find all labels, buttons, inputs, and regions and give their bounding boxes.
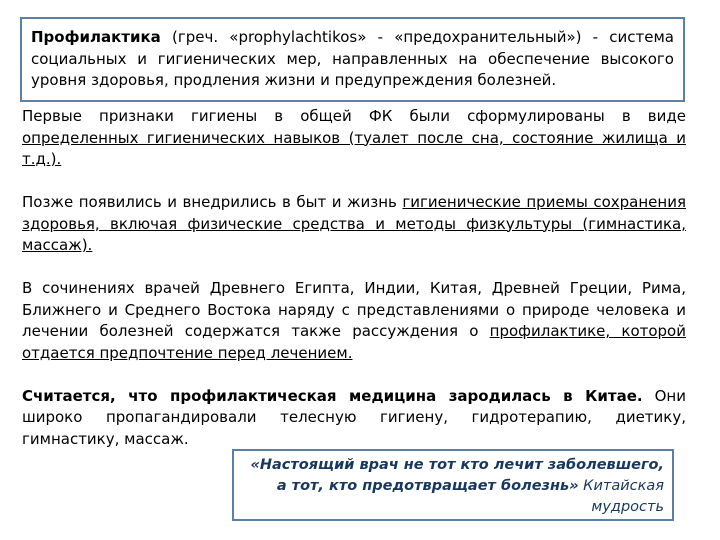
quote-source: Китайская мудрость	[578, 478, 664, 515]
paragraph-hygiene-methods	[22, 192, 686, 257]
definition-text: (греч. «prophylachtikos» - «предохранительный») - система социальных и гигиенических мер, направленных на обеспечение высокого уровня здоровья, продления жизни и предупреждения болезней.	[31, 28, 674, 89]
main-text	[22, 106, 686, 450]
paragraph-ancient-doctors	[22, 278, 686, 364]
paragraph-1-text: Первые признаки гигиены в общей ФК были сформулированы в виде	[22, 107, 686, 125]
quote-text: «Настоящий врач не тот кто лечит заболевшего, а тот, кто предотвращает болезнь»	[250, 457, 664, 494]
paragraph-china	[22, 386, 686, 451]
paragraph-3-underlined: профилактике, которой отдается предпочтение перед лечением.	[22, 322, 686, 362]
paragraph-1-underlined: определенных гигиенических навыков (туалет после сна, состояние жилища и т.д.).	[22, 128, 686, 168]
paragraph-4-text: Они широко пропагандировали телесную гигиену, гидротерапию, диетику, гимнастику, массаж.	[22, 386, 686, 448]
paragraph-3-text: В сочинениях врачей Древнего Египта, Индии, Китая, Древней Греции, Рима, Ближнего и Среднего Востока наряду с представлениями о природе человека и лечении болезней содержатся также рассуждения о	[22, 279, 686, 340]
quote-box	[232, 449, 674, 521]
paragraph-2-text: Позже появились и внедрились в быт и жизнь	[22, 193, 403, 211]
paragraph-2-underlined: гигиенические приемы сохранения здоровья, включая физические средства и методы физкультуры (гимнастика, массаж).	[22, 193, 686, 254]
paragraph-hygiene-signs	[22, 106, 686, 171]
definition-term: Профилактика	[31, 28, 161, 46]
definition-box	[20, 17, 685, 102]
paragraph-4-bold: Считается, что профилактическая медицина зародилась в Китае.	[22, 386, 643, 405]
